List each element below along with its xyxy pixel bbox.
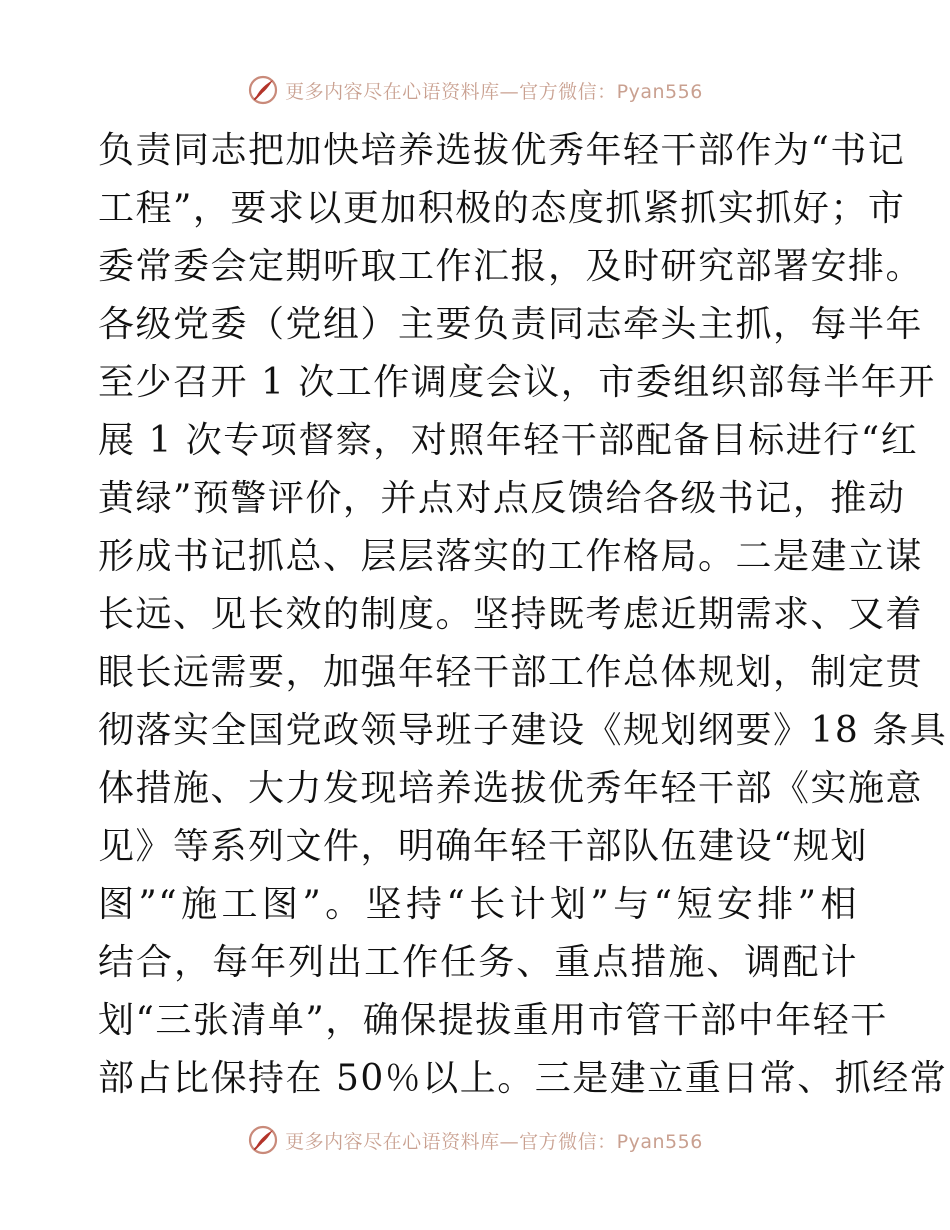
- footer-banner[interactable]: [0, 1120, 950, 1160]
- body-text: [98, 122, 948, 1108]
- text-line: 结合，每年列出工作任务、重点措施、调配计: [98, 942, 858, 983]
- feather-pen-logo-icon: [247, 1124, 279, 1156]
- text-line: 各级党委（党组）主要负责同志牵头主抓，每半年: [98, 304, 924, 345]
- text-line: 委常委会定期听取工作汇报，及时研究部署安排。: [98, 246, 924, 287]
- text-line: 负责同志把加快培养选拔优秀年轻干部作为“书记: [98, 130, 906, 171]
- header-banner[interactable]: [0, 70, 950, 110]
- text-line: 划“三张清单”，确保提拔重用市管干部中年轻干: [98, 1000, 888, 1041]
- footer-banner-label: 更多内容尽在心语资料库—官方微信：: [285, 1130, 617, 1153]
- text-line: 形成书记抓总、层层落实的工作格局。二是建立谋: [98, 536, 924, 577]
- text-line: 长远、见长效的制度。坚持既考虑近期需求、又着: [98, 594, 924, 635]
- header-banner-text: [285, 77, 703, 104]
- text-line: 眼长远需要，加强年轻干部工作总体规划，制定贯: [98, 652, 924, 693]
- header-banner-label: 更多内容尽在心语资料库—官方微信：: [285, 80, 617, 103]
- header-banner-wechat-id: Pyan556: [616, 80, 703, 103]
- text-line: 彻落实全国党政领导班子建设《规划纲要》18 条具: [98, 710, 948, 751]
- text-line: 见》等系列文件，明确年轻干部队伍建设“规划: [98, 826, 868, 867]
- text-line: 展 1 次专项督察，对照年轻干部配备目标进行“红: [98, 420, 919, 461]
- text-line: 部占比保持在 50％以上。三是建立重日常、抓经常: [98, 1058, 948, 1099]
- footer-banner-wechat-id: Pyan556: [616, 1130, 703, 1153]
- text-line: 体措施、大力发现培养选拔优秀年轻干部《实施意: [98, 768, 924, 809]
- text-line: 工程”，要求以更加积极的态度抓紧抓实抓好；市: [98, 188, 906, 229]
- text-line: 图”“施工图”。坚持“长计划”与“短安排”相: [98, 884, 858, 925]
- feather-pen-logo-icon: [247, 74, 279, 106]
- text-line: 黄绿”预警评价，并点对点反馈给各级书记，推动: [98, 478, 906, 519]
- text-line: 至少召开 1 次工作调度会议，市委组织部每半年开: [98, 362, 936, 403]
- footer-banner-text: [285, 1127, 703, 1154]
